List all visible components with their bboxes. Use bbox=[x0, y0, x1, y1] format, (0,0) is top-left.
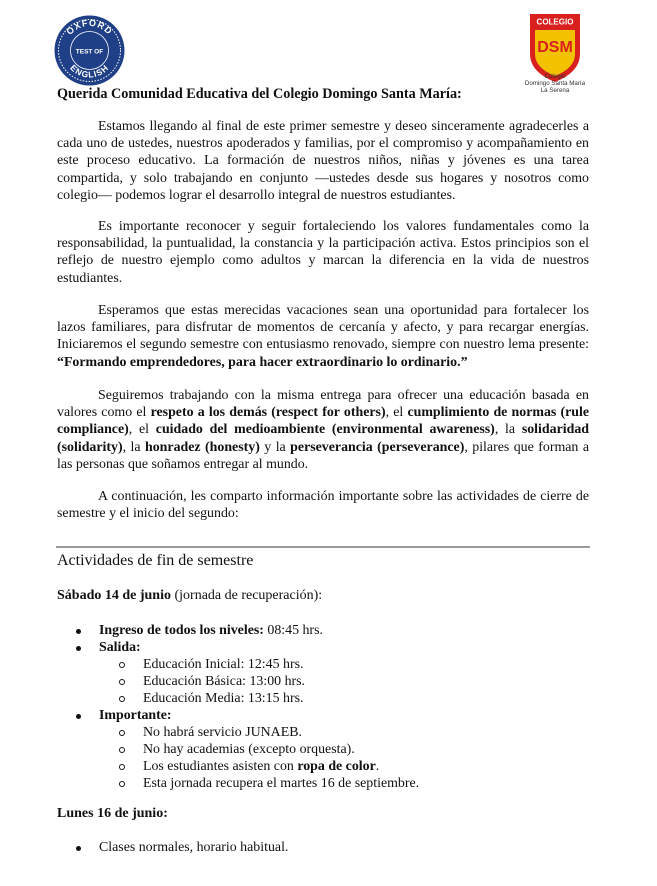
paragraph-principles bbox=[57, 387, 589, 473]
logo-initials: DSM bbox=[537, 39, 573, 56]
importante-academias: No hay academias (excepto orquesta). bbox=[143, 742, 355, 757]
clases-normales: Clases normales, horario habitual. bbox=[99, 840, 289, 855]
principles-text: , pilares que forman a las personas que soñamos entregar al mundo. bbox=[57, 439, 589, 472]
salida-media: Educación Media: 13:15 hrs. bbox=[143, 691, 304, 706]
circle-bullet-icon bbox=[119, 696, 125, 702]
list-item-importante bbox=[76, 707, 419, 792]
value-rule-compliance: cumplimiento de normas (rule compliance) bbox=[57, 405, 590, 438]
salida-item bbox=[119, 690, 419, 707]
oxford-test-seal bbox=[54, 15, 125, 86]
salida-item bbox=[119, 673, 419, 690]
importante-ropa-end: . bbox=[375, 759, 380, 774]
paragraph-thanks: Estamos llegando al final de este primer semestre y deseo sinceramente agradecerles a cada uno de ustedes, nuestros apoderados y familias, por el compromiso y acompañamiento en este proceso educativo. La formación de nuestros niños, niñas y jóvenes es una tarea compartida, y solo trabajando en conjunto —ustedes desde sus hogares y nosotros como colegio— podemos lograr el desarrollo integral de nuestros estudiantes. bbox=[57, 119, 589, 203]
salida-item bbox=[119, 656, 419, 673]
school-motto: “Formando emprendedores, para hacer extraordinario lo ordinario.” bbox=[57, 354, 468, 370]
value-honesty: honradez (honesty) bbox=[145, 439, 260, 455]
importante-ropa-bold: ropa de color bbox=[297, 759, 376, 774]
ingreso-value: 08:45 hrs. bbox=[263, 623, 323, 638]
importante-item bbox=[119, 724, 419, 741]
principles-text: Seguiremos trabajando con la misma entrega para ofrecer una educación basada en valores como el bbox=[57, 388, 589, 421]
principles-text: , la bbox=[122, 439, 146, 455]
list-item-salida bbox=[76, 639, 419, 707]
section-divider bbox=[56, 546, 590, 548]
value-respect: respeto a los demás (respect for others) bbox=[150, 405, 386, 421]
bullet-icon bbox=[76, 646, 81, 651]
day2-date: Lunes 16 de junio: bbox=[57, 806, 168, 821]
importante-label: Importante: bbox=[99, 708, 172, 723]
list-item-clases bbox=[76, 839, 288, 856]
circle-bullet-icon bbox=[119, 679, 125, 685]
day1-list bbox=[76, 622, 419, 792]
bullet-icon bbox=[76, 714, 81, 719]
importante-junaeb: No habrá servicio JUNAEB. bbox=[143, 725, 302, 740]
circle-bullet-icon bbox=[119, 747, 125, 753]
salida-basica: Educación Básica: 13:00 hrs. bbox=[143, 674, 306, 689]
circle-bullet-icon bbox=[119, 662, 125, 668]
principles-text: , la bbox=[494, 422, 522, 438]
vacation-text: Esperamos que estas merecidas vacaciones sean una oportunidad para fortalecer los lazos familiares, para disfrutar de momentos de cercanía y afecto, y para recargar energías. Iniciaremos el segundo semestre con entusiasmo renovado, siempre con nuestro lema presente: bbox=[57, 303, 589, 353]
paragraph-intro-activities: A continuación, les comparto información importante sobre las actividades de cierre de semestre y el inicio del segundo: bbox=[57, 489, 589, 522]
value-perseverance: perseverancia (perseverance) bbox=[290, 439, 465, 455]
circle-bullet-icon bbox=[119, 781, 125, 787]
circle-bullet-icon bbox=[119, 730, 125, 736]
paragraph-vacation bbox=[57, 302, 589, 371]
salida-sublist bbox=[99, 656, 419, 707]
salida-inicial: Educación Inicial: 12:45 hrs. bbox=[143, 657, 304, 672]
caption-line-3: La Serena bbox=[540, 87, 570, 94]
day2-heading bbox=[57, 806, 168, 822]
principles-text: , el bbox=[385, 405, 408, 421]
section-title: Actividades de fin de semestre bbox=[57, 552, 254, 569]
importante-item bbox=[119, 775, 419, 792]
paragraph-values: Es importante reconocer y seguir fortaleciendo los valores fundamentales como la responsabilidad, la puntualidad, la constancia y la participación activa. Estos principios son el reflejo de nuestro ejemplo como adultos y marcan la diferencia en la vida de nuestros estudiantes. bbox=[57, 219, 589, 286]
value-solidarity: solidaridad (solidarity) bbox=[57, 422, 589, 455]
seal-bottom-text: ENGLISH bbox=[68, 62, 111, 80]
logo-colegio-text: COLEGIO bbox=[536, 17, 574, 27]
school-caption bbox=[506, 73, 604, 94]
importante-sublist bbox=[99, 724, 419, 792]
caption-line-2: Domingo Santa María bbox=[524, 80, 586, 87]
seal-top-text: OXFORD bbox=[64, 17, 115, 37]
principles-text: y la bbox=[259, 439, 291, 455]
salida-label: Salida: bbox=[99, 640, 141, 655]
ingreso-label: Ingreso de todos los niveles: bbox=[99, 623, 264, 638]
seal-mid-text: TEST OF bbox=[75, 48, 104, 56]
value-environment: cuidado del medioambiente (environmental awareness) bbox=[155, 422, 495, 438]
day1-heading bbox=[57, 588, 322, 604]
principles-text: , el bbox=[128, 422, 156, 438]
day1-date: Sábado 14 de junio bbox=[57, 588, 171, 603]
bullet-icon bbox=[76, 629, 81, 634]
bullet-icon bbox=[76, 846, 81, 851]
list-item-ingreso bbox=[76, 622, 419, 639]
importante-item bbox=[119, 741, 419, 758]
importante-item bbox=[119, 758, 419, 775]
circle-bullet-icon bbox=[119, 764, 125, 770]
day2-list bbox=[76, 839, 288, 856]
importante-recupera: Esta jornada recupera el martes 16 de septiembre. bbox=[143, 776, 420, 791]
caption-line-1: Colegio bbox=[544, 73, 566, 80]
day1-note: (jornada de recuperación): bbox=[170, 588, 323, 603]
importante-ropa-text: Los estudiantes asisten con bbox=[143, 759, 298, 774]
letter-greeting: Querida Comunidad Educativa del Colegio Domingo Santa María: bbox=[57, 86, 462, 102]
